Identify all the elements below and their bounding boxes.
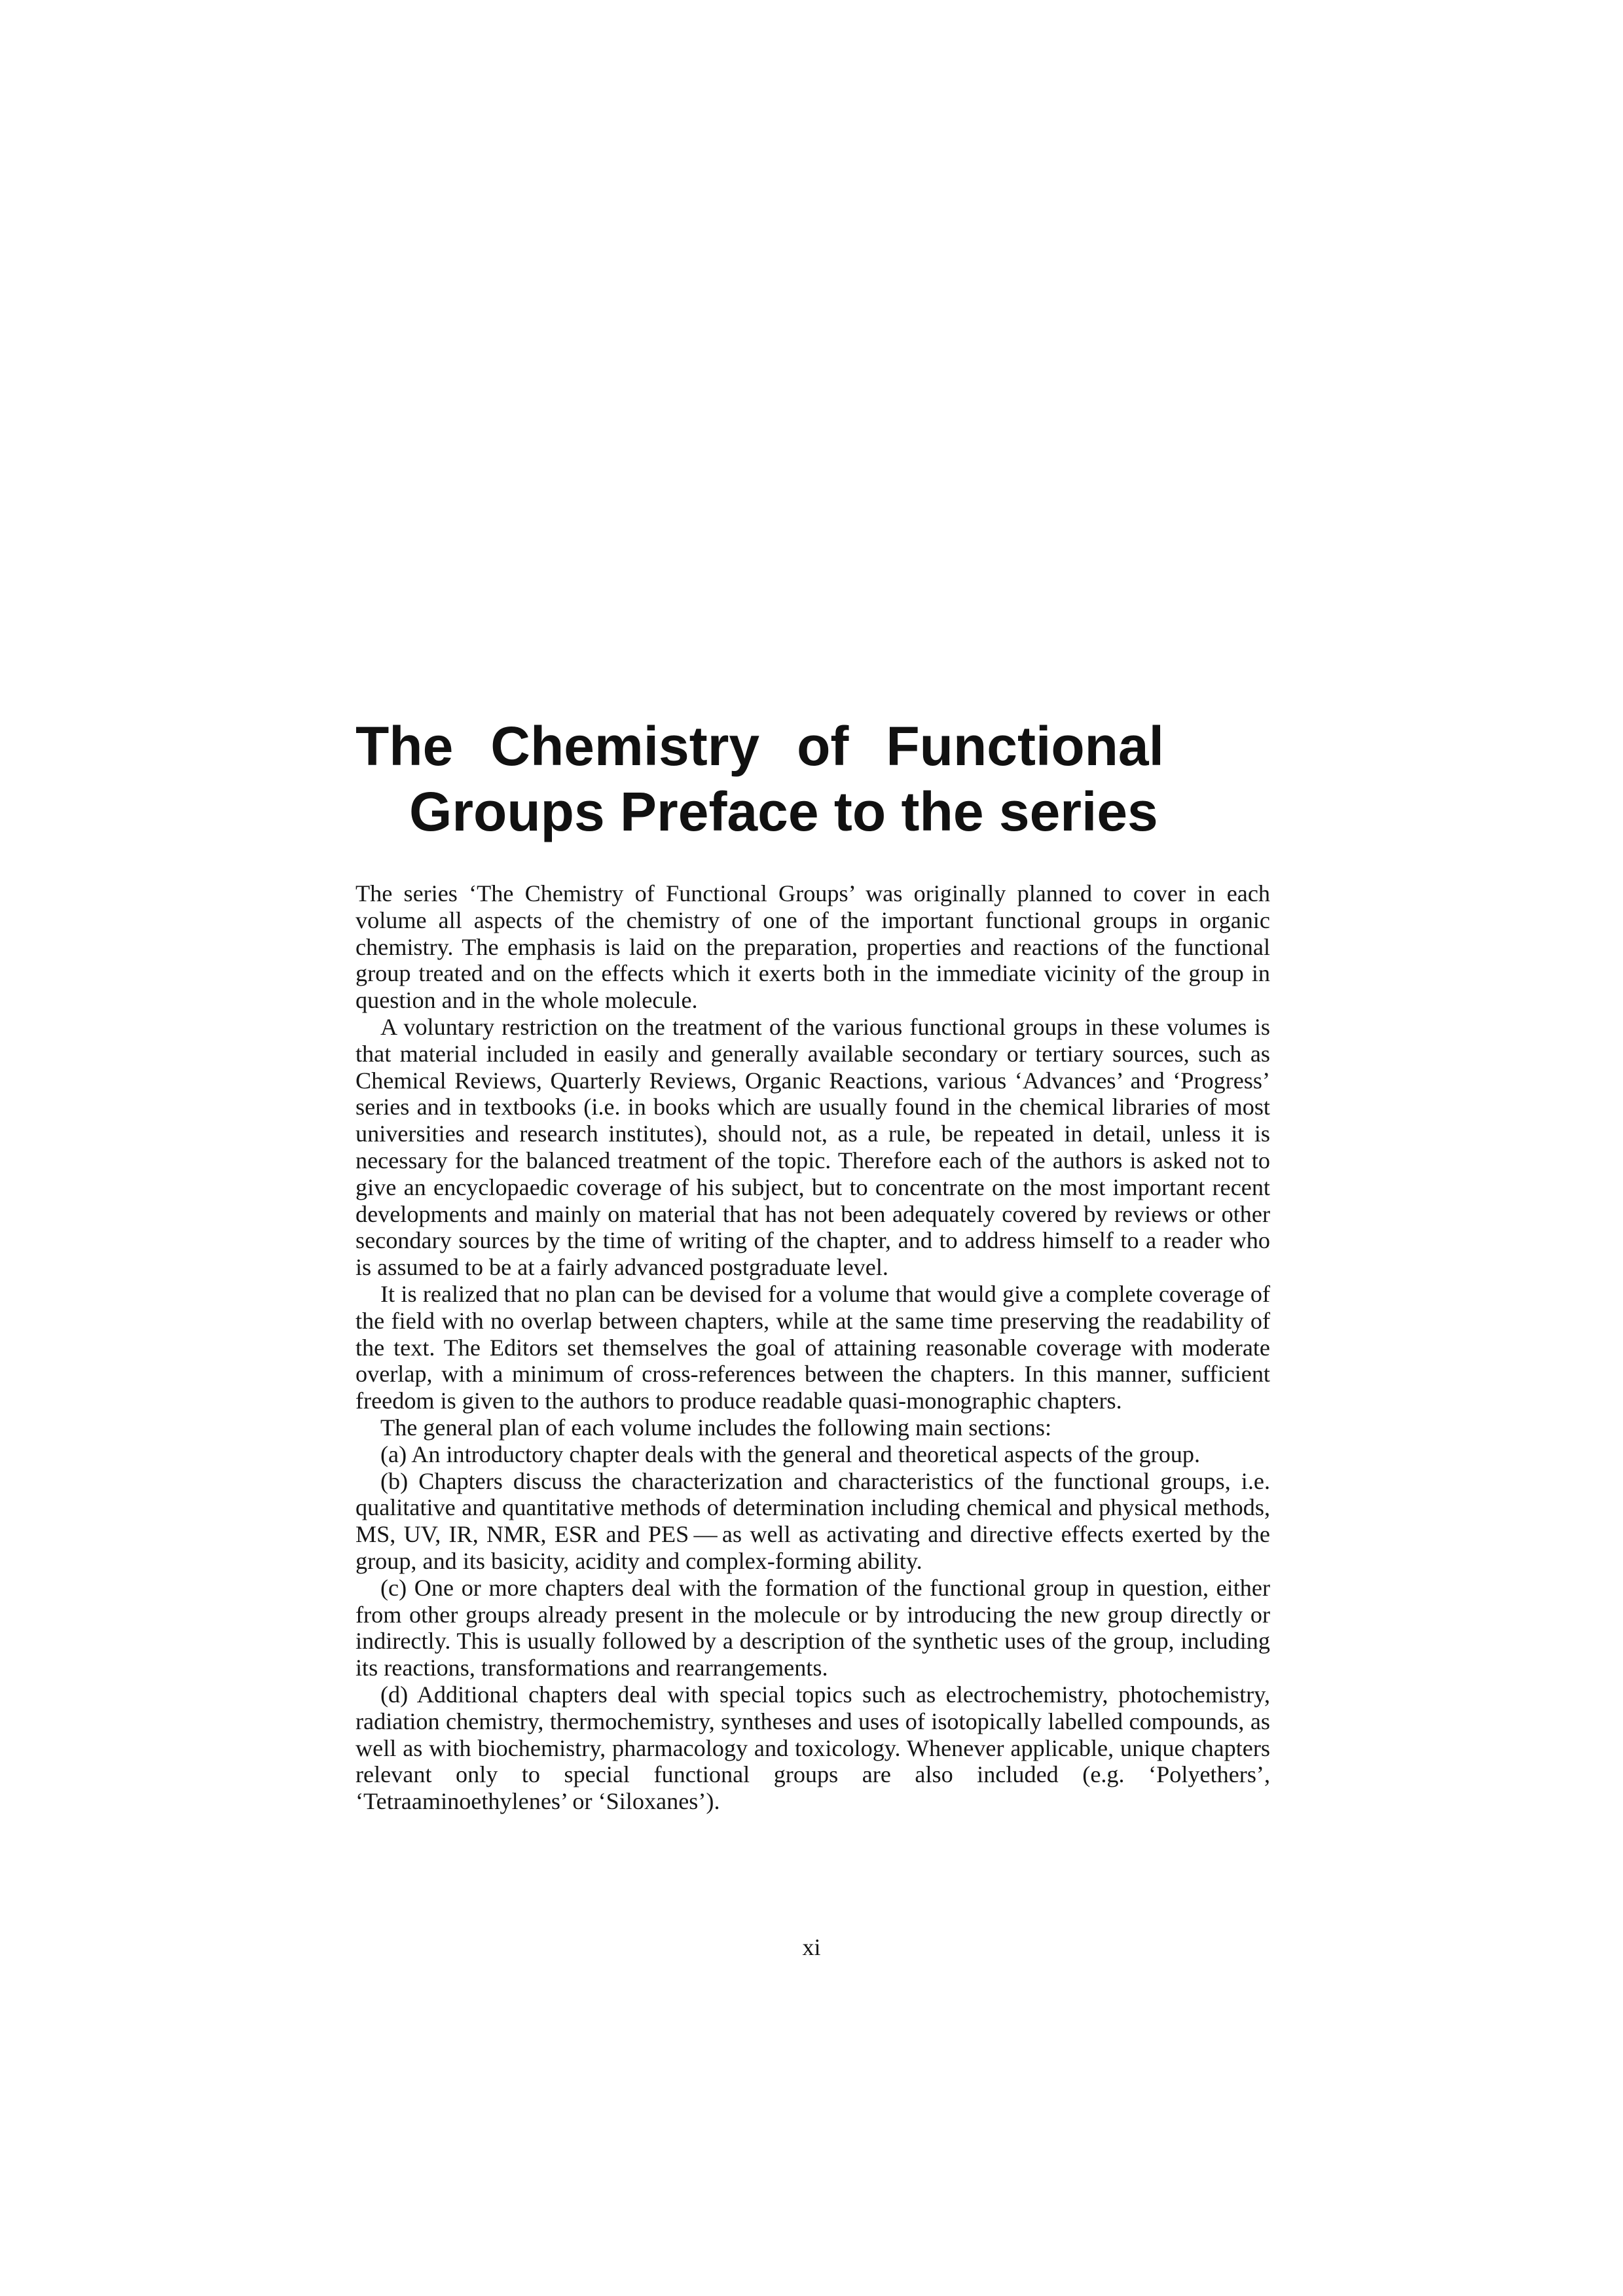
title-line-2: Groups Preface to the series [409, 781, 1158, 842]
paragraph-section-b: (b) Chapters discuss the characterization and characteristics of the functional groups, i.e. qualitative and quantitative methods of determination including chemical and physical methods, MS, UV, IR, NMR, ESR and PES — as well as activating and directive effects exerted by the group, and its basicity, acidity and complex-forming ability. [356, 1467, 1270, 1574]
paragraph-coverage: It is realized that no plan can be devised for a volume that would give a complete coverage of the field with no overlap between chapters, while at the same time preserving the readability of the text. The Editors set themselves the goal of attaining reasonable coverage with moderate overlap, with a minimum of cross-references between the chapters. In this manner, sufficient freedom is given to the authors to produce readable quasi-monographic chapters. [356, 1280, 1270, 1414]
page-number: xi [802, 1934, 821, 1960]
paragraph-intro: The series ‘The Chemistry of Functional Groups’ was originally planned to cover in each volume all aspects of the chemistry of one of the important functional groups in organic chemistry. The emphasis is laid on the preparation, properties and reactions of the functional group treated and on the effects which it exerts both in the immediate vicinity of the group in question and in the whole molecule. [356, 880, 1270, 1014]
paragraph-general-plan: The general plan of each volume includes the following main sections: [380, 1414, 1052, 1441]
paragraph-section-d: (d) Additional chapters deal with special topics such as electrochemistry, photochemistry, radiation chemistry, thermochemistry, syntheses and uses of isotopically labelled compounds, as well as with biochemistry, pharmacology and toxicology. Whenever applicable, unique chapters relevant only to special functional groups are also included (e.g. ‘Polyethers’, ‘Tetraaminoethylenes’ or ‘Siloxanes’). [356, 1681, 1270, 1815]
paragraph-section-c: (c) One or more chapters deal with the formation of the functional group in question, either from other groups already present in the molecule or by introducing the new group directly or indirectly. This is usually followed by a description of the synthetic uses of the group, including its reactions, transformations and rearrangements. [356, 1574, 1270, 1681]
preface-body [356, 880, 1270, 1815]
page-title [356, 713, 1164, 844]
paragraph-section-a: (a) An introductory chapter deals with the general and theoretical aspects of the group. [380, 1441, 1201, 1467]
title-line-1: The Chemistry of Functional [356, 715, 1164, 777]
paragraph-restriction: A voluntary restriction on the treatment of the various functional groups in these volumes is that material included in easily and generally available secondary or tertiary sources, such as Chemical Reviews, Quarterly Reviews, Organic Reactions, various ‘Advances’ and ‘Progress’ series and in textbooks (i.e. in books which are usually found in the chemical libraries of most universities and research institutes), should not, as a rule, be repeated in detail, unless it is necessary for the balanced treatment of the topic. Therefore each of the authors is asked not to give an encyclopaedic coverage of his subject, but to concentrate on the most important recent developments and mainly on material that has not been adequately covered by reviews or other secondary sources by the time of writing of the chapter, and to address himself to a reader who is assumed to be at a fairly advanced postgraduate level. [356, 1013, 1270, 1281]
